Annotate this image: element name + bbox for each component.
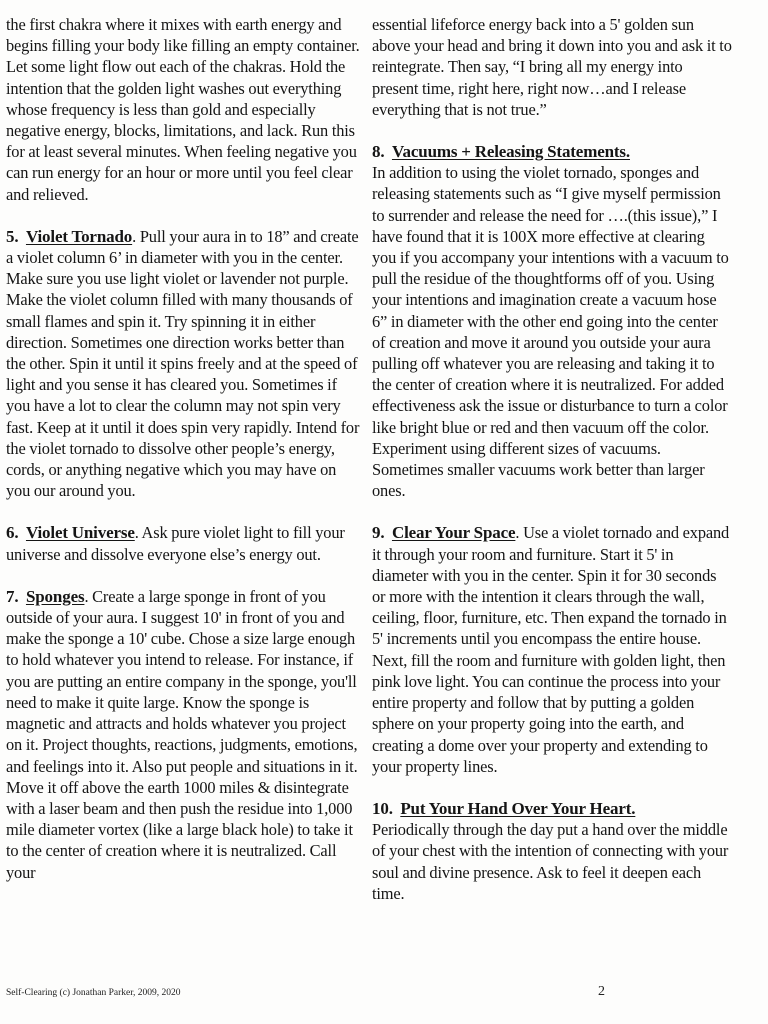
section-title: Sponges	[25, 586, 85, 606]
section-9	[372, 522, 732, 776]
section-title: Put Your Hand Over Your Heart.	[400, 798, 636, 818]
intro-paragraph-left: the first chakra where it mixes with earth energy and begins filling your body like filling an empty container. Let some light flow out each of the chakras. Hold the intention that the golden light washes out everything whose frequency is less than gold and especially negative energy, blocks, limitations, and lack. Run this for at least several minutes. When feeling negative you can run energy for an hour or more until you feel clear and relieved.	[6, 15, 360, 204]
section-number: 8.	[372, 142, 385, 162]
section-5	[6, 226, 362, 502]
section-title: Violet Tornado	[25, 226, 133, 246]
section-6	[6, 522, 362, 564]
footer-copyright: Self-Clearing (c) Jonathan Parker, 2009, 2020	[6, 988, 181, 998]
section-number: 7.	[6, 586, 19, 606]
section-number: 10.	[372, 798, 393, 818]
left-column	[6, 14, 362, 883]
page-number: 2	[598, 984, 605, 999]
section-number: 6.	[6, 523, 19, 543]
section-body: . Pull your aura in to 18” and create a violet column 6’ in diameter with you in the center. Make sure you use light violet or lavender not purple. Make the violet column filled with many thousands of small flames and spin it. Try spinning it in either direction. Sometimes one direction works better than the other. Spin it until it spins freely and at the speed of light and you sense it has cleared you. Sometimes if you have a lot to clear the column may not spin very fast. Keep at it until it does spin very rapidly. Intend for the violet tornado to dissolve other people’s energy, cords, or anything negative which you may have on you our around you.	[6, 226, 360, 501]
section-title: Clear Your Space	[391, 523, 516, 543]
section-body: In addition to using the violet tornado, sponges and releasing statements such as “I give myself permission to surrender and release the need for ….(this issue),” I have found that it is 100X more effective at clearing you if you accompany your intentions with a vacuum to pull the residue of the thoughtforms off of you. Using your intentions and imagination create a vacuum hose 6” in diameter with the other end going into the center of creation and move it around you outside your aura pulling off whatever you are releasing and taking it to the center of creation where it is neutralized. For added effectiveness ask the issue or disturbance to turn a color like bright blue or red and then vacuum off the color. Experiment using different sizes of vacuums. Sometimes smaller vacuums work better than larger ones.	[372, 163, 729, 501]
section-number: 9.	[372, 523, 385, 543]
intro-paragraph-right: essential lifeforce energy back into a 5' golden sun above your head and bring it down into you and ask it to reintegrate. Then say, “I bring all my energy into present time, right here, right now…and I release everything that is not true.”	[372, 15, 732, 119]
section-body: . Use a violet tornado and expand it through your room and furniture. Start it 5' in diameter with you in the center. Spin it for 30 seconds or more with the intention it clears through the wall, ceiling, floor, furniture, etc. Then expand the tornado in 5' increments until you encompass the entire house. Next, fill the room and furniture with golden light, then pink love light. You can continue the process into your entire property and follow that by putting a golden sphere on your property going into the earth, and creating a dome over your property and extending to your property lines.	[372, 523, 730, 776]
section-body: . Create a large sponge in front of you outside of your aura. I suggest 10' in front of you and make the sponge a 10' cube. Chose a size large enough to hold whatever you intend to release. For instance, if you are putting an entire company in the sponge, you'll need to make it quite large. Know the sponge is magnetic and attracts and holds whatever you project on it. Project thoughts, reactions, judgments, emotions, and feelings into it. Also put people and situations in it. Move it off above the earth 1000 miles & disintegrate with a laser beam and then push the residue into 1,000 mile diameter vortex (like a large black hole) to take it to the center of creation where it is neutralized. Call your	[6, 586, 358, 882]
section-title: Vacuums + Releasing Statements.	[391, 142, 630, 162]
section-body: . Ask pure violet light to fill your universe and dissolve everyone else’s energy out.	[6, 523, 345, 564]
section-10	[372, 798, 732, 904]
section-8	[372, 141, 732, 501]
right-column	[372, 14, 732, 904]
section-title: Violet Universe	[25, 523, 135, 543]
section-body: Periodically through the day put a hand over the middle of your chest with the intention of connecting with your soul and divine presence. Ask to feel it deepen each time.	[372, 820, 729, 903]
section-7	[6, 586, 362, 883]
section-number: 5.	[6, 226, 19, 246]
